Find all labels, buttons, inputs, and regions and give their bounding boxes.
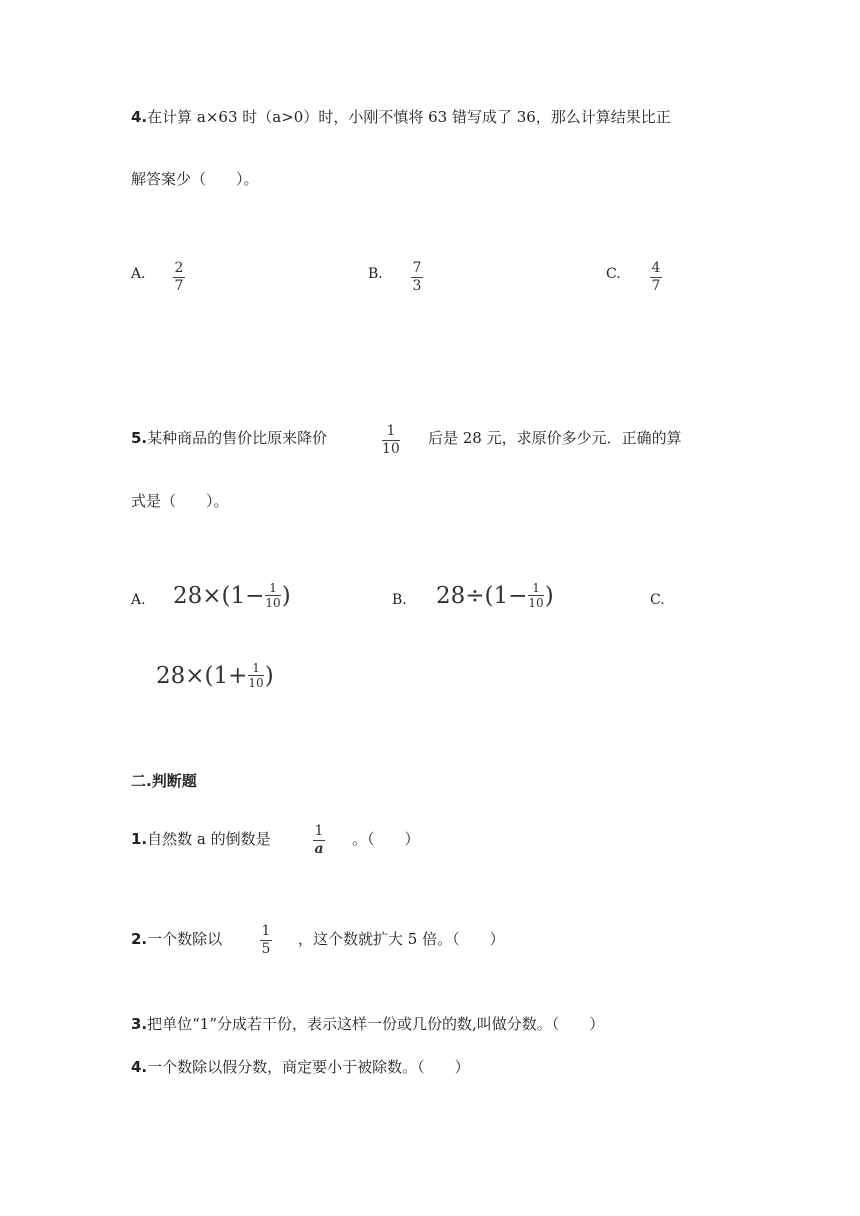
fraction-numerator: 1 — [269, 581, 277, 595]
q5-text-line2: 式是（ ）。 — [131, 492, 229, 510]
q5-option-c-expression — [156, 662, 274, 689]
q5-option-c[interactable] — [650, 590, 665, 608]
fraction-denominator: 10 — [382, 441, 400, 457]
q5-option-b-expression — [436, 582, 554, 609]
judge-item-1-start — [131, 828, 271, 849]
judge-item-text: 自然数 a 的倒数是 — [147, 830, 271, 848]
section-title: 二.判断题 — [131, 772, 197, 790]
fraction-denominator: a — [314, 841, 324, 857]
fraction-numerator: 1 — [532, 581, 540, 595]
fraction-numerator: 1 — [252, 661, 260, 675]
fraction-numerator: 7 — [412, 260, 422, 276]
fraction-denominator: 3 — [412, 278, 422, 294]
fraction-numerator: 4 — [651, 260, 661, 276]
q5-option-a-expression — [173, 582, 291, 609]
option-letter: B. — [368, 266, 383, 282]
expression-lead: 28÷(1− — [436, 582, 528, 609]
judge-item-1-after[interactable]: 。（ ） — [352, 830, 420, 848]
judge-item-text: 把单位“1”分成若干份，表示这样一份或几份的数,叫做分数。（ ） — [147, 1015, 605, 1033]
q4-line1 — [131, 106, 671, 127]
fraction-denominator: 7 — [651, 278, 661, 294]
judge-item-3[interactable] — [131, 1013, 604, 1034]
judge-item-2-start — [131, 928, 222, 949]
q5-text-after: 后是 28 元，求原价多少元．正确的算 — [428, 429, 682, 447]
q5-fraction — [382, 421, 400, 457]
judge-item-text: 一个数除以假分数，商定要小于被除数。（ ） — [147, 1058, 470, 1076]
q4-option-c-fraction — [650, 258, 662, 294]
fraction-numerator: 2 — [174, 260, 184, 276]
q4-option-c[interactable] — [606, 264, 621, 282]
fraction-denominator: 7 — [174, 278, 184, 294]
judge-item-number: 3. — [131, 1015, 148, 1033]
q4-option-b-fraction — [411, 258, 423, 294]
judge-item-4[interactable] — [131, 1056, 470, 1077]
judge-item-1-fraction — [313, 821, 325, 857]
fraction-numerator: 1 — [386, 423, 396, 439]
judge-item-text: 一个数除以 — [147, 930, 223, 948]
option-letter: C. — [650, 592, 665, 608]
option-letter: A. — [131, 592, 146, 608]
judge-item-number: 1. — [131, 830, 148, 848]
q5-option-a[interactable] — [131, 590, 146, 608]
expression-tail: ) — [281, 582, 291, 609]
expression-lead: 28×(1− — [173, 582, 265, 609]
judge-item-number: 4. — [131, 1058, 148, 1076]
q4-option-a-fraction — [173, 258, 185, 294]
q5-option-b[interactable] — [392, 590, 407, 608]
judge-item-2-after[interactable]: ，这个数就扩大 5 倍。（ ） — [298, 930, 505, 948]
fraction-numerator: 1 — [314, 823, 324, 839]
option-letter: B. — [392, 592, 407, 608]
fraction-denominator: 10 — [265, 596, 281, 610]
option-letter: C. — [606, 266, 621, 282]
fraction-denominator: 10 — [528, 596, 544, 610]
fraction-denominator: 10 — [248, 676, 264, 690]
fraction-numerator: 1 — [261, 923, 271, 939]
q5-line1-start — [131, 427, 327, 448]
expression-tail: ) — [264, 662, 274, 689]
q4-text-line2: 解答案少（ ）。 — [131, 170, 259, 188]
q5-number: 5. — [131, 429, 148, 447]
expression-lead: 28×(1+ — [156, 662, 248, 689]
q4-option-a[interactable] — [131, 264, 146, 282]
judge-item-number: 2. — [131, 930, 148, 948]
q4-text-line1: 在计算 a×63 时（a>0）时，小刚不慎将 63 错写成了 36，那么计算结果比正 — [147, 108, 671, 126]
fraction-denominator: 5 — [261, 941, 271, 957]
option-letter: A. — [131, 266, 146, 282]
q4-number: 4. — [131, 108, 148, 126]
q4-option-b[interactable] — [368, 264, 383, 282]
expression-tail: ) — [544, 582, 554, 609]
q5-text-before: 某种商品的售价比原来降价 — [147, 429, 328, 447]
judge-item-2-fraction — [260, 921, 272, 957]
